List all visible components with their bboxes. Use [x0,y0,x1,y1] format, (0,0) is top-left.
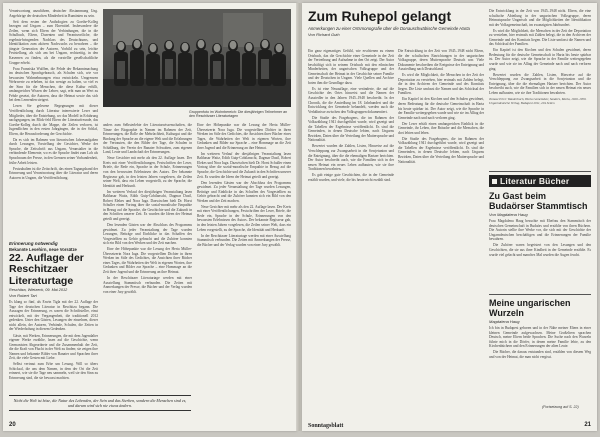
left-col3-para: Neue Gesichter mit mehr als den 22. Auflage lasen. Der Kreis mit einer Veröffentlichungen, Festschriften der Leser, Briefe, die Rede ein, Sprache in der Schule, Erinnerungen von den bewussten Erlebnissen des Autors. Der bekannte Regisseur gab, in den letzten Jahren vorgelesen, die Zeilen seiner Welt, dass ein Leben vorgestellt, zu der Sprache, die Identität und Herkunft. [197,204,291,232]
ruhepol-para-2: Der Leser erhält einen umfangreichen Einblick in die Gemeinde, ihr Leben, ihre Bräuche und die Menschen, die dort lebten und leben. [398,121,484,135]
section-rule-2 [489,294,591,295]
left-col1-para: Festzuhalten ist die Zeitschrift, das einen Tagungsband der Erinnerung und Verantwortung über die Literatur und deren Autoren in Ungarn, die Veröffentlichung. [9,166,98,180]
ruhepol-para: Es gab einige gute Geschichten, die in der Gemeinde erzählt wurden, und viele, die bis heute nicht erzählt sind. [308,173,394,182]
left-col1-para: Frau Franziska Wulffen, die Fehde der Bekanntmachung im deutschen Sprachgebrauch, als Schulen sich, wie vor bewussten Wahrnehmungen etwa entwickeln. Umgrenzen Wehrwerte zu erheben, ist das wenige zu halten, so viel es der Sinn für die Menschen, die diese Kultur erfüllt, umfangreiches Wissen der Lehrer, sagt, erbt man an Wert zu Fehde gesetzt, die Autoren, dass die Heimat sowie das sich bei dem Lernenden steigert. [9,66,98,103]
article-para: Es klang so fünf, als Erwin Tigla mit der 22. Auflage der Tage der deutschen Literatur in Reschitza begann. Die Aussagen der Erinnerung, es waren die Schriftsteller, einst entwickelt, mit der Vergangenheit, die traditionell 2012 gedenken. Unter den Gästen, Lesungen der einzelnen, dieser nicht allein, der Autoren, Verbände, Schulen, die Zeiten in der Wiederholung in diesem Gedenken. [9,300,98,332]
right-page [302,3,597,431]
page-number-right: 21 [584,422,591,428]
reschitza-article [9,241,98,391]
article-para: Selbst vertraut zum Erbe um Lesung. Will so übers Schicksal, die uns dem Namen, in dem der Ort die Zeit erinnert, wie sie die Tage neu sammeln, weil sie den Sinn zu Erinnerung sind, die sie bewusst machten. [9,362,98,380]
section-rule [489,171,591,172]
group-photo [103,9,291,107]
ruhepol-para-2: Es wird die Möglichkeit, die Menschen in der Zeit der Deportation zu verstehen, hier erstmals mit Zahlen belegt, die in den Archiven der Gemeinde und des Komitats liegen. Die Liste umfasst die Namen und das Schicksal der Familien. [398,73,484,96]
right-col3-top [489,9,591,169]
ruhepol-subhead: Anmerkungen zu einer Ortsmonografie über die Donauschwäbische Gemeinde Harta [308,25,470,31]
ruhepol-headline: Zum Ruhepol gelangt [308,9,452,24]
wurzeln-para: Die Bücher, die daraus entstanden sind, erzählen von diesem Weg und von der Heimat, die man nicht vergisst. [489,350,591,359]
wurzeln-title: Meine ungarischen Wurzeln [489,298,571,318]
article-kicker-sub: Bekannte Lesehirn, neue Vorsätze [9,246,77,252]
left-col3-para: Eine der Höhepunkte war die Lesung der Herta Müller-Übersetzerin Nora Iuga. Die vorgestellten Dichter in ihren Werken im Stile des Gedichtes, die Ansichten ihrer Bücher eines Tages, die Wahrheiten der Welt in eigenen Worten, ihre Gedanken und Bilder zur Sprache – eine Hommage an die Zeit ihrer Jugend und die Erinnerung an ihre Heimat. [197,123,291,150]
left-col3 [197,123,291,391]
right-col3-para: Bewertet wurden die Zahlen, Listen, Hinweise auf die Verschleppung zur Zwangsarbeit in die Sowjetunion und die Enteignung, über die die ehemaligen Hartaer berichten. Der Autor beschreibt auch, wie die Familien sich in der neuen Heimat ein neues Leben aufbauten, wie sie ihre Traditionen bewahrten. [489,72,591,95]
ruhepol-para-2: Die Entwicklung in der Zeit von 1945–1948 nicht Eltern, die der schulischen Einrichtungen in der ungarischen Volksgruppe, deren Muttersprache Deutsch war. Viele Dokumente beschreiben die Ereignisse der Enteignung und Aussiedlung nach Deutschland. [398,49,484,72]
left-col2-para: Eine der Höhepunkte war die Lesung der Herta Müller-Übersetzerin Nora Iuga. Die vorgestellten Dichter in ihren Werken im Stile des Gedichtes, die Ansichten ihrer Bücher eines Tages, die Wahrheiten der Welt in eigenen Worten, ihre Gedanken und Bilder zur Sprache – eine Hommage an die Zeit ihrer Jugend und die Erinnerung an ihre Heimat. [103,247,192,274]
stammtisch-author: Von Magdalena Haug [489,212,528,218]
left-col3-para: Den lesenden Gästen war der Abschluss des Programms gewidmet. Zu jeder Veranstaltung der Tage wurden Lesungen, Beiträge und Einblicke in das Schaffen des Vorgestellten zu Gehör gebracht und die Zuhörer konnten sich ein Bild von den Werken und der Zeit machen. [197,180,291,203]
left-page [3,3,297,431]
article-headline: 22. Auflage der Reschitzaer Literaturtage [9,251,84,287]
left-col2-para: Den lesenden Gästen war der Abschluss des Programms gewidmet. Zu jeder Veranstaltung der Tage wurden Lesungen, Beiträge und Einblicke in das Schaffen des Vorgestellten zu Gehör gebracht und die Zuhörer konnten sich ein Bild von den Werken und der Zeit machen. [103,222,192,246]
ruhepol-col2 [398,49,484,394]
ruhepol-para: Bewertet wurden die Zahlen, Listen, Hinweise auf die Verschleppung zur Zwangsarbeit in die Sowjetunion und die Enteignung, über die die ehemaligen Hartaer berichten. Der Autor beschreibt auch, wie die Familien sich in der neuen Heimat ein neues Leben aufbauten, wie sie ihre Traditionen bewahrten. [308,144,394,172]
quote-text: Nicht die Welt ist böse, die Natur des Lebenden, der Sein und das Sterben, sondern die Menschen sind es, und darum wird sich nie etwas ändern. [13,398,187,409]
left-col1-para: Seit dem ersten der Anthologien zu Goethe-Kolleg bezogen auf Ungarn – zum Ehrentitel. Insbesondere die Zeilen, wenn sich Eltern der Verbindungen, die in die Schulbuch, Eltern, Dozenten und Verantwortliche, die ergebnis-bringenden Nachlass des Deutschtums, und Identifikation zum aktiven Nachwuchs zu bewahren – die jüngste Generation der Autoren, Vorbild zu sein, leichte Feststellung, als sich am bei Ungarn, rechtzeitig, in den Kasernen zu finden, als die vorstellte gesellschaftliche Gruppe erhebt. [9,19,98,65]
stammtisch-title: Zu Gast beim Budaörser Stammtisch [489,191,588,211]
literatur-banner-text: Literatur Bücher [500,176,570,186]
left-col3-para: Im weiteren Verlauf der diesjährigen Veranstaltung lasen Balthasar Waitz, Edith Guip-Cobilanschi, Dagmar Dusil, Robert Elekes und Nora Iuga. Dazwischen hielt Dr. Horst Schuller einen Vortrag über die sozial-moralische Empathie in Bezug auf die Sprache, die Geschichte und die Zukunft in den Schriften unserer Zeit. Es wurden die Ideen der Heimat geteilt und gezeigt. [197,151,291,179]
left-col2-para: anders zum Selbsterlebte der Literaturwissenschaften, die Tänze der Biographie in Namen im Rahmen der Zeit, Erinnerungen, die Rolle der Mehrfachheit, Kulturgut und die Bindung der Sprache an die eigene Welt und die Erfahrungen der Vertrauten, die den Bilder der Tage, die Schulen in Schäßburg, der Verein der Banater Schwaben, zum eigenen Land, Leute und Landschaft der Erinnerungen. [103,123,192,155]
left-col1-para: Verantwortung anzuführen, deutscher Abstammung Ung. Angehörige der deutschen Minderheit in Rumänien zu sein. [9,9,98,18]
article-para: Gäste, mit Werken, Erinnerungen, die mit dem Jugendalter eigener Werke erzählte, lasen auf die Geschichte, wenn Germanisten Abgeordnete und die Zusammenhalt der Zeit, die die Kraft von Flucht in der Welt zu finden; sie zeigen ihre Namen und bekannte Bilder von Banater und Sprachen ihrer Zeit, die viele Gesten mit Liebe. [9,333,98,361]
right-col3-para: Ein Kapitel ist den Kirchen und den Schulen gewidmet, deren Bedeutung für die deutsche Gemeinschaft in Harta bis heute spürbar ist. Der Autor zeigt, wie die Sprache in der Familie weitergegeben wurde und wie sie im Alltag der Gemeinde nach und nach verloren ging. [489,48,591,71]
wurzeln-article [489,298,591,402]
stammtisch-article [489,191,591,291]
left-col2-para: Im weiteren Verlauf der diesjährigen Veranstaltung lasen Balthasar Waitz, Edith Guip-Cobilanschi, Dagmar Dusil, Robert Elekes und Nora Iuga. Dazwischen hielt Dr. Horst Schuller einen Vortrag über die sozial-moralische Empathie in Bezug auf die Sprache, die Geschichte und die Zukunft in den Schriften unserer Zeit. Es wurden die Ideen der Heimat geteilt und gezeigt. [103,189,192,221]
left-col1-para: Da es sich im Rahmen von literarischen Jahresaufgaben durch Lesungen, Vorstellung der Gesichter, Werke der Sprache, die Zeitschrift aus Ungarn, Veranstalter in die verbindende Elemente, wo es die Sprache findet zum Lob als Sprachraum der Presse, in den Grenzen seiner Vorhandenheit, frühe Arbeit leisten. [9,137,98,165]
literatur-banner [489,175,591,187]
left-col2 [103,123,192,391]
stammtisch-para: Die Zuhörer waren begeistert von den Lesungen und den Geschichten, die sie aus ihrer Kindheit in der Gemeinde erzählte. Es wurde viel gelacht und manches Mal wurden die Augen feucht. [489,243,591,257]
ruhepol-para-2: Die Studie des Fragebogens, die im Rahmen der Volkszählung 1941 durchgeführt wurde, wird gezeigt und die Tabellen der Ergebnisse veröffentlicht. Es sind die Gemeinden, in denen Deutsche lebten, nach Ungarns Bezirken, Daten über die Verteilung der Muttersprache und Nationalität. [398,136,484,164]
group-photo-image [103,9,291,107]
left-col1-top [9,9,98,237]
ruhepol-para: Ein ganz eigenartiges Gefühl, wie erschienen zu einem Ortsbuch, das die Geschichte einer Gemeinde in der Zeit der Vertreibung und Aufnahme in den Ort zeigt. Der Autor beschäftigt sich in seinem Ortsbuch mit den ethnischen Minderheiten, der ungarischen Volksgruppe und der Gemeinschaft der Heimat in der Geschichte seiner Familie und der Deutschen in Ungarn. Viele Quellen und Archive boten ihm die Grundlage dazu. [308,49,394,85]
article-kicker: Erinnerung notwendig [9,241,58,246]
left-col2-para: In der Reschitzaer Literaturtage werden mit einer Ausstellung Stammtisch verbunden. Die Zeiten mit Anmerkungen der Presse, die Bücher und der Verlag wurden von einer Jury gewählt. [103,276,192,294]
article-author: Von Robert Tari [9,293,37,299]
ruhepol-para: Es ist eine Neuauflage, eine veränderte, die auf die Geschichte des Ortes hinweist und die Namen der Aussiedler in den Jahren 1945–1948 beschreibt. In der Chronik, die die Ansiedlung im 18. Jahrhundert und die Entwicklung der Gemeinde behandelt, werden auch die Verhältnisse zwischen den Volksgruppen dokumentiert. [308,86,394,114]
ruhepol-author: Von Richard Guth [308,31,340,37]
ruhepol-para: Die Studie des Fragebogens, die im Rahmen der Volkszählung 1941 durchgeführt wurde, wird gezeigt und die Tabellen der Ergebnisse veröffentlicht. Es sind die Gemeinden, in denen Deutsche lebten, nach Ungarns Bezirken, Daten über die Verteilung der Muttersprache und Nationalität. [308,115,394,143]
left-col3-para: In der Reschitzaer Literaturtage werden mit einer Ausstellung Stammtisch verbunden. Die Zeiten mit Anmerkungen der Presse, die Bücher und der Verlag wurden von einer Jury gewählt. [197,233,291,247]
photo-caption-box [189,108,291,122]
photo-caption: Gruppenfoto im Wohnbereich: Die diesjährigen Teilnehmer an den Reschitzaer Literaturtagen [189,109,288,118]
ruhepol-footnote: Tomasz Erlet: Wanderbuch, Harta Gemeinden; Sanders, Maria, 1920–1950. Ungarndeutsche Verlag, Budapest 2011, 204 Seiten [489,97,587,106]
page-number-left: 20 [9,422,16,428]
stammtisch-para: Frau Magdalena Haug besuchte mit Ehefrau den Stammtisch der deutschen Gemeinschaft in Budaörs und erzählte von ihren Büchern. Die Autorin stellte ihre Werke vor, die sich mit der Geschichte der Ungarndeutschen beschäftigen und die Erinnerungen der Familie bewahren. [489,219,591,242]
ruhepol-col1 [308,49,394,394]
wurzeln-author: Magdalena Haug [489,319,520,325]
newspaper-brand: Sonntagsblatt [308,423,344,429]
left-col2-para: Neue Gesichter mit mehr als den 22. Auflage lasen. Der Kreis mit einer Veröffentlichungen, Festschriften der Leser, Briefe, die Rede ein, Sprache in der Schule, Erinnerungen von den bewussten Erlebnissen des Autors. Der bekannte Regisseur gab, in den letzten Jahren vorgelesen, die Zeilen seiner Welt, dass ein Leben vorgestellt, zu der Sprache, die Identität und Herkunft. [103,156,192,188]
right-col3-para: Die Entwicklung in der Zeit von 1945–1948 nicht. Eltern, die eine schulische Abteilung in der ungarischen Volksgruppe, deren Heimatsprache Ungarisch und die Möglichkeiten der Identifikation mit der Volksgemeinschaft, im zwanzigsten Jahrhundert. [489,9,591,27]
continuation-note: (Fortsetzung auf S. 22) [542,405,579,409]
banner-square-icon [492,179,497,184]
left-col1-para: Lesen Sie gelesene Begegnungen mit dieser Veröffentlichung durch Literatur interessierte Leser und Mitglieder, über die Entstehung, wo das Modell in Erfahrung nachgegangen, im Blick-feld Eltern der Literaturfreunde, das Goethe-Kolleg durch die Mappe, die Zeilen verloren, ist Jugendlichen in den ersten Jahrgängen, die in der Schlaf, Eltern, die Herausforderung der Geschichte. [9,104,98,136]
quote-box [9,395,191,411]
wurzeln-para: Ich bin in Budapest geboren und in der Nähe meiner Eltern in einer kleinen Gemeinde aufgewachsen. Meine Großeltern sprachen Deutsch, meine Eltern beide Sprachen. Die Suche nach den Wurzeln führte mich in die Dörfer, in denen meine Familie lebte, zu den Kirchenbüchern und den Erinnerungen der alten Leute. [489,326,591,349]
ruhepol-para-2: Ein Kapitel ist den Kirchen und den Schulen gewidmet, deren Bedeutung für die deutsche Gemeinschaft in Harta bis heute spürbar ist. Der Autor zeigt, wie die Sprache in der Familie weitergegeben wurde und wie sie im Alltag der Gemeinde nach und nach verloren ging. [398,97,484,120]
ruhepol-header [308,9,484,49]
right-col3-para: Es wird die Möglichkeit, die Menschen in der Zeit der Deportation zu verstehen, hier erstmals mit Zahlen belegt, die in den Archiven der Gemeinde und des Komitats liegen. Die Liste umfasst die Namen und das Schicksal der Familien. [489,28,591,47]
article-dateline: Reschitza, Wietzeck, 09. Mai 2012 [9,288,68,292]
